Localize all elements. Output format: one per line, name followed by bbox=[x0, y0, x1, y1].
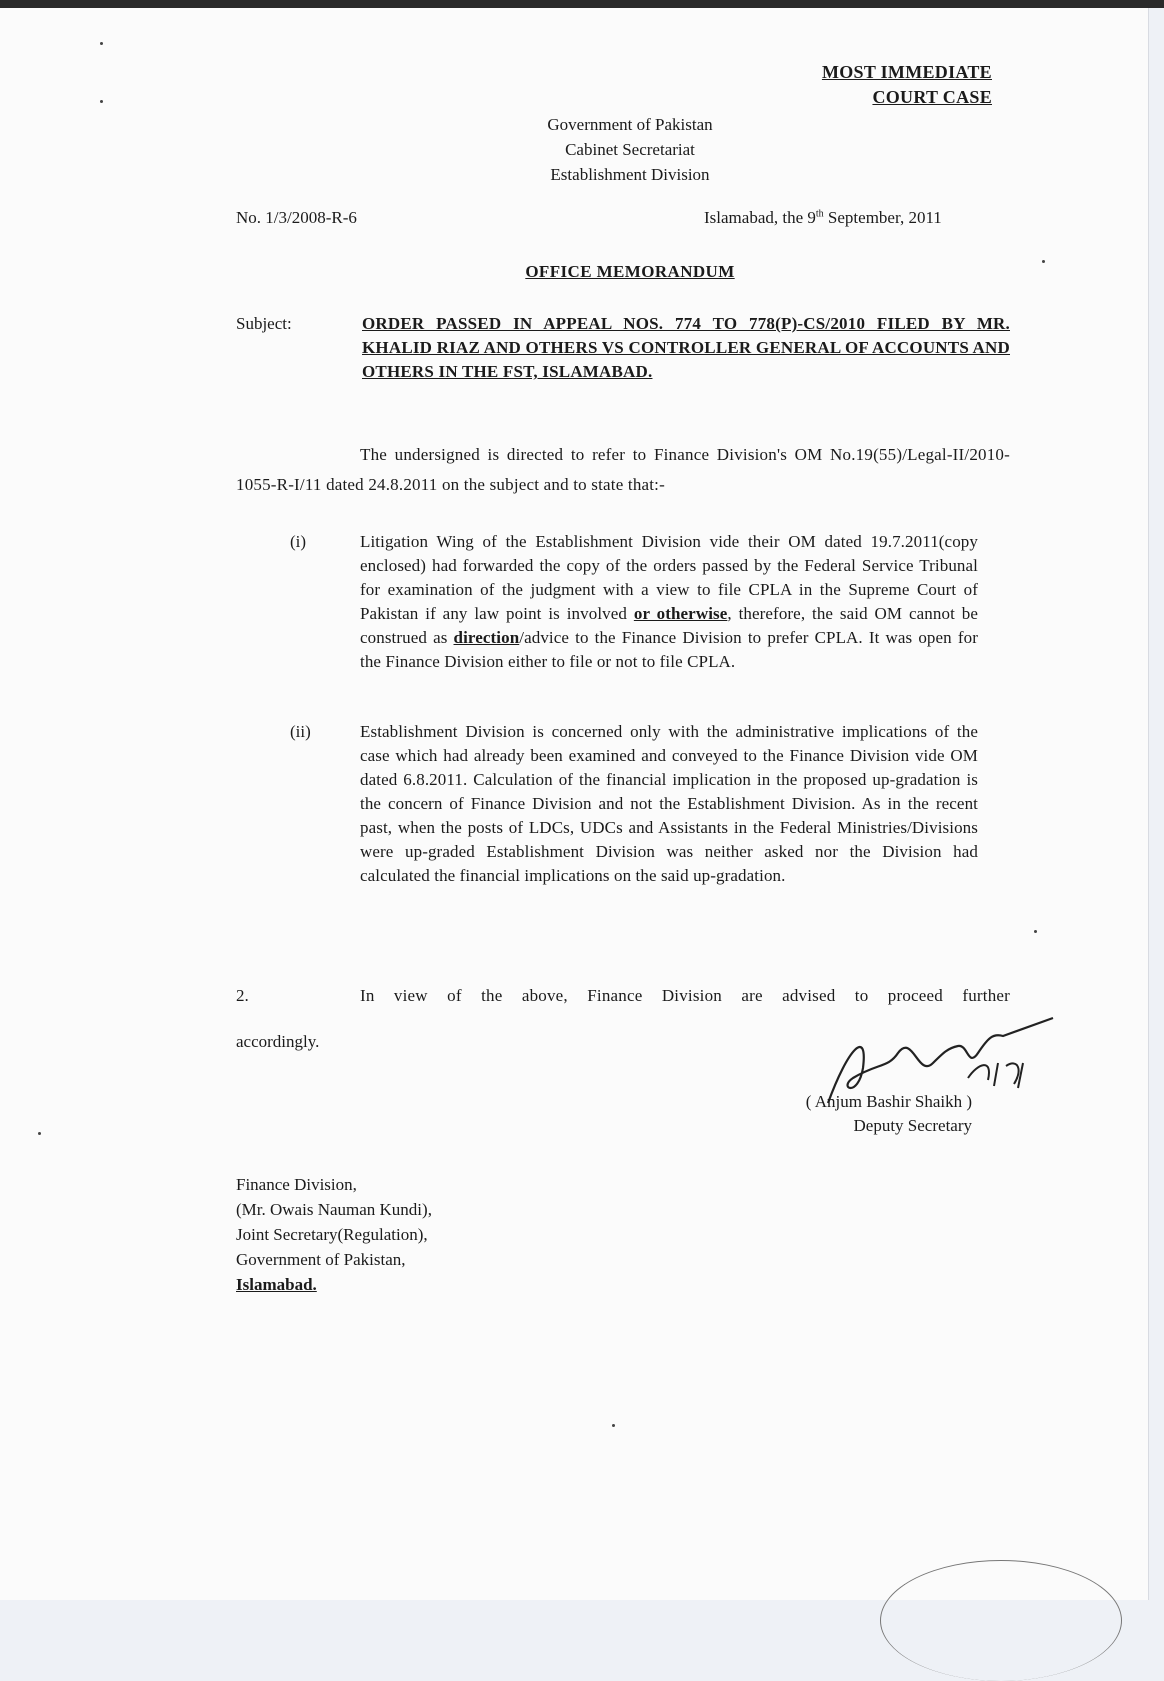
scan-speck bbox=[100, 42, 103, 45]
item-text-part: Litigation Wing of the Establishment Division vide their OM dated 19.7.2011(copy enclosed) had forwarded the copy of the orders passed by the Federal Service Tribunal for examination of the judgment with a view to file CPLA in the Supreme Court of Pakistan if any law point is involved bbox=[360, 532, 978, 623]
item-text: Establishment Division is concerned only with the administrative implications of the case which had already been examined and conveyed to the Finance Division vide OM dated 6.8.2011. Calculation of the financial implication in the proposed up-gradation is the concern of Finance Division and not the Establishment Division. As in the recent past, when the posts of LDCs, UDCs and Assistants in the Federal Ministries/Divisions were up-graded Establishment Division was neither asked nor the Division had calculated the financial implications on the said up-gradation. bbox=[360, 722, 978, 885]
addressee-line: Government of Pakistan, bbox=[236, 1250, 406, 1269]
date-suffix: September, 2011 bbox=[823, 208, 942, 227]
addressee-block bbox=[236, 1172, 432, 1297]
addressee-line: Finance Division, bbox=[236, 1175, 357, 1194]
addressee-line: (Mr. Owais Nauman Kundi), bbox=[236, 1200, 432, 1219]
item-text bbox=[360, 530, 978, 674]
letterhead-division: Establishment Division bbox=[550, 165, 710, 184]
item-text-part: /advice to the Finance Division to prefer CPLA. It was open for the Finance Division either to file or not to file CPLA. bbox=[360, 628, 978, 671]
intro-paragraph: The undersigned is directed to refer to Finance Division's OM No.19(55)/Legal-II/2010-1055-R-I/11 dated 24.8.2011 on the subject and to state that:- bbox=[236, 445, 1010, 494]
subject-label: Subject: bbox=[236, 314, 292, 333]
urgency-label bbox=[822, 60, 992, 110]
stamp-outline bbox=[880, 1560, 1122, 1681]
emphasis-text: or otherwise bbox=[633, 604, 728, 623]
item-number: (ii) bbox=[290, 722, 311, 741]
signatory-name: ( Anjum Bashir Shaikh ) bbox=[805, 1092, 972, 1111]
subject-text: ORDER PASSED IN APPEAL NOS. 774 TO 778(P)-CS/2010 FILED BY MR. KHALID RIAZ AND OTHERS VS CONTROLLER GENERAL OF ACCOUNTS AND OTHERS IN THE FST, ISLAMABAD. bbox=[362, 314, 1010, 381]
addressee-city: Islamabad. bbox=[236, 1275, 317, 1294]
scan-speck bbox=[1034, 930, 1037, 933]
scan-speck bbox=[612, 1424, 615, 1427]
scan-speck bbox=[100, 100, 103, 103]
letterhead-government: Government of Pakistan bbox=[547, 115, 713, 134]
scan-edge bbox=[0, 0, 1164, 8]
letterhead bbox=[420, 112, 840, 187]
paragraph-text: In view of the above, Finance Division are advised to proceed further bbox=[360, 986, 1010, 1005]
document-title: OFFICE MEMORANDUM bbox=[525, 262, 735, 281]
signatory-designation: Deputy Secretary bbox=[853, 1116, 972, 1135]
urgency-line1: MOST IMMEDIATE bbox=[821, 62, 992, 82]
scan-speck bbox=[38, 1132, 41, 1135]
letterhead-secretariat: Cabinet Secretariat bbox=[565, 140, 695, 159]
date-prefix: Islamabad, the 9 bbox=[704, 208, 816, 227]
document-page bbox=[0, 8, 1149, 1600]
item-number: (i) bbox=[290, 532, 307, 551]
signatory-block bbox=[772, 1090, 972, 1138]
addressee-line: Joint Secretary(Regulation), bbox=[236, 1225, 428, 1244]
reference-number: No. 1/3/2008-R-6 bbox=[236, 208, 357, 227]
paragraph-continuation: accordingly. bbox=[236, 1032, 320, 1051]
paragraph-number: 2. bbox=[236, 986, 249, 1005]
emphasis-text: direction bbox=[453, 628, 520, 647]
urgency-line2: COURT CASE bbox=[872, 87, 992, 107]
item-text-part: , therefore, the said OM cannot be construed as bbox=[360, 604, 978, 647]
date-ordinal: th bbox=[815, 208, 824, 220]
document-date bbox=[704, 208, 942, 228]
scan-speck bbox=[1042, 260, 1045, 263]
